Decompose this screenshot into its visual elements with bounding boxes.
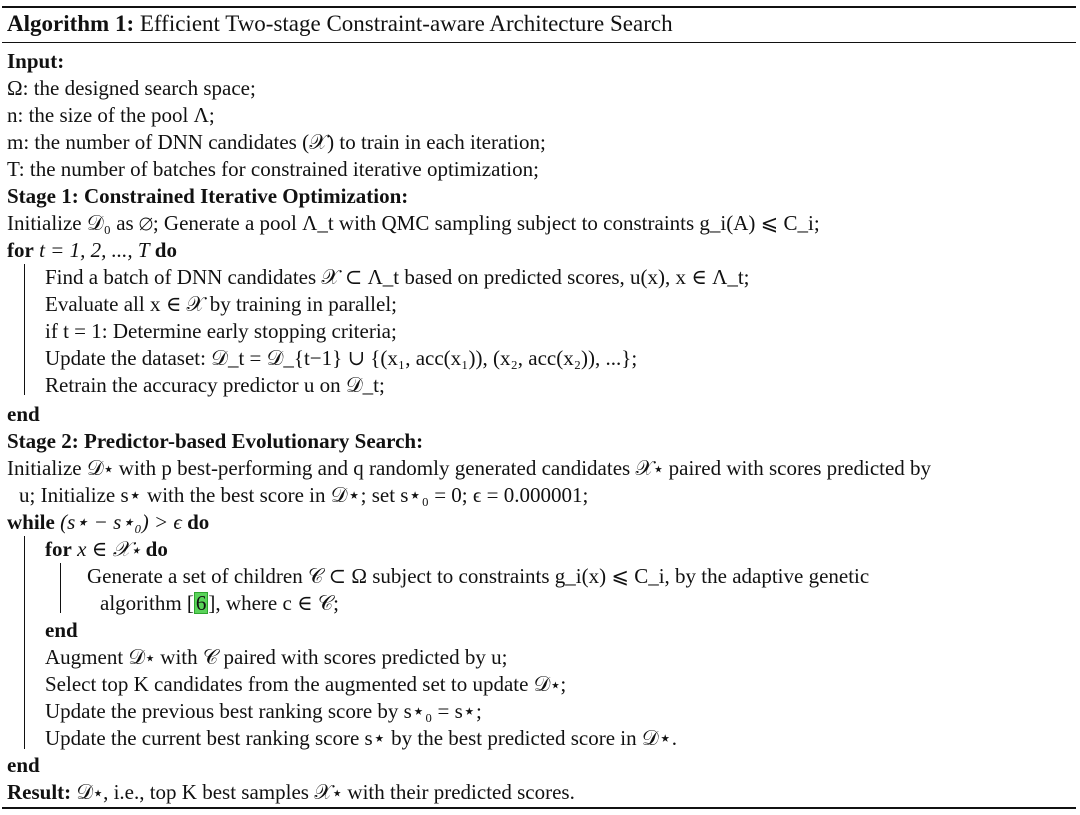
inner-step-line2: [100, 590, 339, 617]
stage2-step: Select top K candidates from the augmented set to update 𝒟⋆;: [45, 672, 567, 696]
loop-condition: t = 1, 2, ..., T: [39, 238, 150, 262]
while-condition: (s⋆ − s⋆₀) > ϵ: [60, 510, 182, 534]
algorithm-title-label: Algorithm 1:: [7, 11, 135, 36]
keyword-for: for: [7, 238, 34, 262]
input-heading: Input:: [7, 49, 65, 73]
input-line: Ω: the designed search space;: [7, 76, 256, 100]
algorithm-title: [7, 10, 673, 37]
top-rule: [2, 6, 1076, 8]
stage1-step: if t = 1: Determine early stopping criteria;: [45, 319, 397, 343]
inner-step-line1: Generate a set of children 𝒞 ⊂ Ω subject to constraints g_i(x) ⩽ C_i, by the adaptive genetic: [87, 564, 870, 588]
stage2-heading: Stage 2: Predictor-based Evolutionary Search:: [7, 429, 424, 453]
stage2-init-line1: Initialize 𝒟⋆ with p best-performing and q randomly generated candidates 𝒳⋆ paired with scores predicted by: [7, 456, 932, 480]
stage1-end: end: [7, 402, 40, 426]
stage2-step: Update the current best ranking score s⋆ by the best predicted score in 𝒟⋆.: [45, 726, 678, 750]
keyword-for: for: [45, 537, 72, 561]
stage1-step: Evaluate all x ∈ 𝒳 by training in parallel;: [45, 292, 397, 316]
inner-for-end: end: [45, 618, 78, 642]
keyword-do: do: [145, 537, 168, 561]
stage2-end: end: [7, 753, 40, 777]
result-label: Result:: [7, 780, 72, 804]
stage2-while-line: [7, 509, 209, 536]
keyword-while: while: [7, 510, 55, 534]
inner-block-bar: [60, 563, 61, 613]
stage1-step: Update the dataset: 𝒟_t = 𝒟_{t−1} ∪ {(x₁, acc(x₁)), (x₂, acc(x₂)), ...};: [45, 346, 638, 370]
inner-step-text: algorithm [: [100, 591, 194, 615]
result-text: 𝒟⋆, i.e., top K best samples 𝒳⋆ with their predicted scores.: [76, 780, 575, 804]
keyword-do: do: [154, 238, 177, 262]
stage2-for-line: [45, 536, 168, 563]
stage1-step: Find a batch of DNN candidates 𝒳 ⊂ Λ_t based on predicted scores, u(x), x ∈ Λ_t;: [45, 265, 750, 289]
citation-link[interactable]: 6: [195, 591, 207, 615]
stage1-block-bar: [24, 264, 25, 395]
for-condition: x ∈ 𝒳⋆: [77, 537, 141, 561]
bottom-rule: [2, 807, 1076, 809]
algorithm-title-text: Efficient Two-stage Constraint-aware Architecture Search: [139, 11, 673, 36]
stage1-init: Initialize 𝒟₀ as ∅; Generate a pool Λ_t with QMC sampling subject to constraints g_i(A) ⩽ C_i;: [7, 211, 820, 235]
result-line: [7, 779, 575, 806]
stage2-step: Augment 𝒟⋆ with 𝒞 paired with scores predicted by u;: [45, 645, 508, 669]
stage1-heading: Stage 1: Constrained Iterative Optimization:: [7, 184, 409, 208]
stage2-init-line2: u; Initialize s⋆ with the best score in 𝒟⋆; set s⋆₀ = 0; ϵ = 0.000001;: [19, 483, 589, 507]
stage1-for-line: [7, 237, 177, 264]
input-line: n: the size of the pool Λ;: [7, 103, 215, 127]
stage2-block-bar: [24, 536, 25, 749]
inner-step-text: ], where c ∈ 𝒞;: [208, 591, 339, 615]
stage1-step: Retrain the accuracy predictor u on 𝒟_t;: [45, 373, 385, 397]
stage2-step: Update the previous best ranking score by s⋆₀ = s⋆;: [45, 699, 482, 723]
input-line: m: the number of DNN candidates (𝒳) to train in each iteration;: [7, 130, 546, 154]
title-rule: [2, 42, 1076, 43]
keyword-do: do: [187, 510, 210, 534]
input-line: T: the number of batches for constrained iterative optimization;: [7, 157, 539, 181]
